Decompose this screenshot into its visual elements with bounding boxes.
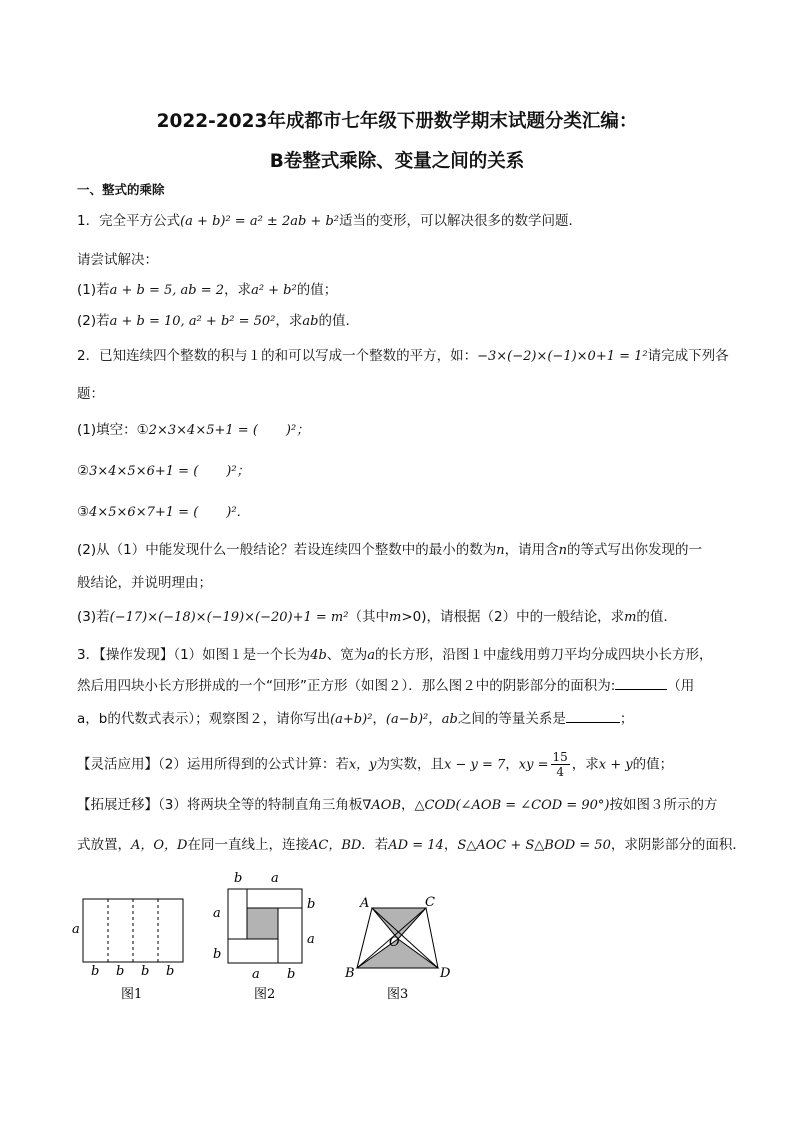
q3-fraction-den: 4	[556, 765, 564, 779]
q3-line4-text-2: 为实数，且	[376, 756, 445, 773]
fig3-label-d: D	[440, 966, 451, 981]
page-title-line2: B卷整式乘除、变量之间的关系	[269, 151, 525, 172]
q3-sep-1: ，	[372, 711, 386, 727]
q3-formula-area-sum: S△AOC + S△BOD = 50	[457, 838, 611, 853]
q3-formula-x-plus-y: x + y	[598, 757, 633, 773]
q2-part5-end: 的值.	[636, 609, 668, 625]
fig1-label-b4: b	[166, 964, 175, 979]
q3-segments: AC，BD	[308, 838, 362, 853]
answer-blank-area[interactable]	[615, 689, 667, 690]
q3-line2	[77, 676, 694, 696]
q2-part4-var2: n	[558, 543, 567, 558]
q1-formula: (a + b)² = a² ± 2ab + b²	[180, 214, 339, 229]
figure-1	[72, 899, 183, 1002]
q2-part1-end: )²；	[285, 423, 310, 438]
q3-vars-xy: x，y	[348, 757, 377, 773]
q3-line4-text-3: ，求	[571, 756, 599, 773]
q3-line2-text: 然后用四块小长方形拼成的一个“回形”正方形（如图２）．那么图２中的阴影部分的面积为:	[77, 678, 616, 694]
q3-line4-sep: ，	[505, 756, 519, 773]
q3-triangle-cod: △COD(∠AOB = ∠COD = 90°)	[414, 798, 610, 813]
figure-3	[344, 895, 451, 1002]
fig3-label-b: B	[345, 966, 355, 981]
q3-line6-sep: ，	[443, 837, 458, 853]
fig2-label-left-a: a	[213, 906, 221, 921]
q3-formula-ad: AD = 14	[388, 838, 444, 853]
q3-fraction	[551, 750, 570, 779]
q1-stem-text-2: 适当的变形，可以解决很多的数学问题．	[339, 213, 582, 229]
fig3-caption: 图3	[387, 987, 409, 1002]
q3-line6	[77, 835, 746, 856]
q2-part3	[77, 502, 250, 523]
q1-stem-text: 1．完全平方公式	[77, 213, 181, 229]
fig2-label-top-b: b	[234, 871, 243, 886]
q1-part2-text: ，求	[275, 313, 303, 329]
q2-part3-label: ③	[77, 504, 90, 520]
q3-sep-2: ，	[428, 711, 442, 727]
q1-part1-formula2: a² + b²	[251, 283, 297, 298]
q3-points: A，O，D	[131, 838, 188, 853]
q3-line5	[77, 795, 717, 816]
fig1-label-a: a	[72, 922, 80, 937]
fig1-label-b2: b	[116, 964, 125, 979]
q2-part5	[77, 607, 668, 628]
q1-prompt: 请尝试解决：	[77, 252, 158, 268]
fig1-label-b1: b	[91, 964, 100, 979]
q2-part5-formula: (−17)×(−18)×(−19)×(−20)+1 = m²	[109, 610, 349, 625]
fig2-shaded-square	[247, 908, 278, 939]
q3-line2-text-2: （用	[667, 678, 695, 694]
q3-formula-sum-sq: (a+b)²	[330, 712, 373, 727]
q3-line4-text: 【灵活应用】（2）运用所得到的公式计算：若	[77, 756, 349, 773]
q3-line6-text-2: 在同一直线上，连接	[187, 837, 309, 853]
q2-part2-end: )²；	[226, 464, 250, 479]
q2-part5-text-2: >0)，请根据（2）中的一般结论，求	[401, 609, 625, 625]
q1-stem	[77, 211, 582, 232]
q3-line4-end: 的值；	[632, 756, 674, 773]
q2-part4-var: n	[496, 543, 505, 558]
q3-line3	[77, 709, 633, 730]
q3-line1-text-3: 的长方形，沿图１中虚线用剪刀平均分成四块小长方形，	[375, 647, 713, 663]
q2-part3-end: )²．	[226, 505, 250, 520]
q2-part3-formula: 4×5×6×7+1 = (	[89, 505, 199, 520]
figures-diagram	[0, 866, 794, 1026]
q2-part5-var2: m	[624, 610, 637, 625]
page-title-line1: 2022-2023年成都市七年级下册数学期末试题分类汇编：	[156, 111, 638, 132]
q1-part1-text: ，求	[224, 282, 252, 298]
fig2-label-bottom-a: a	[252, 967, 260, 982]
q2-part2-formula: 3×4×5×6+1 = (	[89, 464, 199, 479]
q2-part1-label: (1)填空：①	[77, 422, 149, 438]
q2-part1	[77, 420, 309, 441]
q3-line4	[77, 750, 673, 779]
fig3-label-a: A	[360, 896, 370, 911]
q3-var-4b: 4b	[310, 648, 327, 663]
q3-line5-sep: ，	[401, 797, 415, 813]
q1-part1	[77, 280, 337, 301]
q1-part1-formula: a + b = 5, ab = 2	[109, 283, 225, 298]
q3-line5-text-2: 按如图３所示的方	[609, 797, 718, 813]
q3-line1-text: 3．【操作发现】（1）如图１是一个长为	[77, 647, 311, 663]
q3-fraction-num: 15	[552, 750, 568, 764]
section-heading: 一、整式的乘除	[77, 182, 165, 197]
q2-part4-text-2: ，请用含	[504, 542, 559, 558]
q2-part2-label: ②	[77, 463, 90, 479]
q3-line3-text: a，b的代数式表示）；观察图２，请你写出	[77, 711, 331, 727]
fig1-caption: 图1	[121, 987, 143, 1002]
q3-line1	[77, 645, 713, 666]
q2-formula: −3×(−2)×(−1)×0+1 = 1²	[477, 349, 648, 364]
q2-stem-text: 2．已知连续四个整数的积与１的和可以写成一个整数的平方，如：	[77, 348, 478, 364]
q2-part2	[77, 461, 250, 482]
figure-2	[213, 871, 315, 1002]
q3-line6-end: ，求阴影部分的面积．	[610, 837, 746, 853]
q2-part5-var: m	[388, 610, 402, 625]
q3-formula-xy: xy =	[518, 757, 549, 773]
fig2-label-left-b: b	[213, 947, 222, 962]
q1-part2-end: 的值.	[318, 313, 350, 329]
q2-part4	[77, 540, 702, 561]
q3-triangle-aob: ∇AOB	[362, 798, 402, 813]
q2-part4-text: (2)从（1）中能发现什么一般结论？若设连续四个整数中的最小的数为	[77, 542, 497, 558]
q2-part4-cont: 般结论，并说明理由；	[77, 575, 212, 591]
q3-formula-ab: ab	[441, 712, 458, 727]
q3-line3-text-2: 之间的等量关系是	[457, 711, 566, 727]
q3-line1-text-2: 、宽为	[326, 647, 368, 663]
q3-line5-text: 【拓展迁移】（3）将两块全等的特制直角三角板	[77, 797, 363, 813]
q3-line3-end: ；	[619, 711, 634, 727]
q2-part1-formula: 2×3×4×5+1 = (	[148, 423, 258, 438]
q3-formula-diff-sq: (a−b)²	[385, 712, 429, 727]
fig2-label-top-a: a	[271, 871, 279, 886]
q1-part2-formula: a + b = 10, a² + b² = 50²	[109, 314, 276, 329]
q1-part2	[77, 311, 350, 332]
q3-line6-text-3: ．若	[361, 837, 389, 853]
fig3-label-o: O	[389, 935, 400, 950]
fig2-label-bottom-b: b	[287, 967, 296, 982]
q3-line6-text: 式放置，	[77, 837, 131, 853]
q2-part4-text-3: 的等式写出你发现的一	[566, 542, 702, 558]
fig2-label-right-b: b	[307, 897, 316, 912]
q3-var-a: a	[367, 648, 376, 663]
q2-stem-text-2: 请完成下列各	[647, 348, 729, 364]
q1-part1-label: (1)若	[77, 282, 110, 298]
q1-part2-label: (2)若	[77, 313, 110, 329]
q2-stem	[77, 346, 729, 367]
fig2-caption: 图2	[254, 987, 276, 1002]
q2-part5-text: （其中	[348, 609, 389, 625]
q2-stem-cont: 题：	[77, 386, 104, 402]
fig3-label-c: C	[425, 895, 435, 910]
q1-part1-end: 的值；	[296, 282, 338, 298]
fig2-label-right-a: a	[307, 932, 315, 947]
fig1-label-b3: b	[141, 964, 150, 979]
q1-part2-formula2: ab	[302, 314, 319, 329]
q3-formula-x-minus-y: x − y = 7	[444, 757, 506, 773]
answer-blank-relation[interactable]	[566, 722, 620, 723]
q2-part5-label: (3)若	[77, 609, 110, 625]
